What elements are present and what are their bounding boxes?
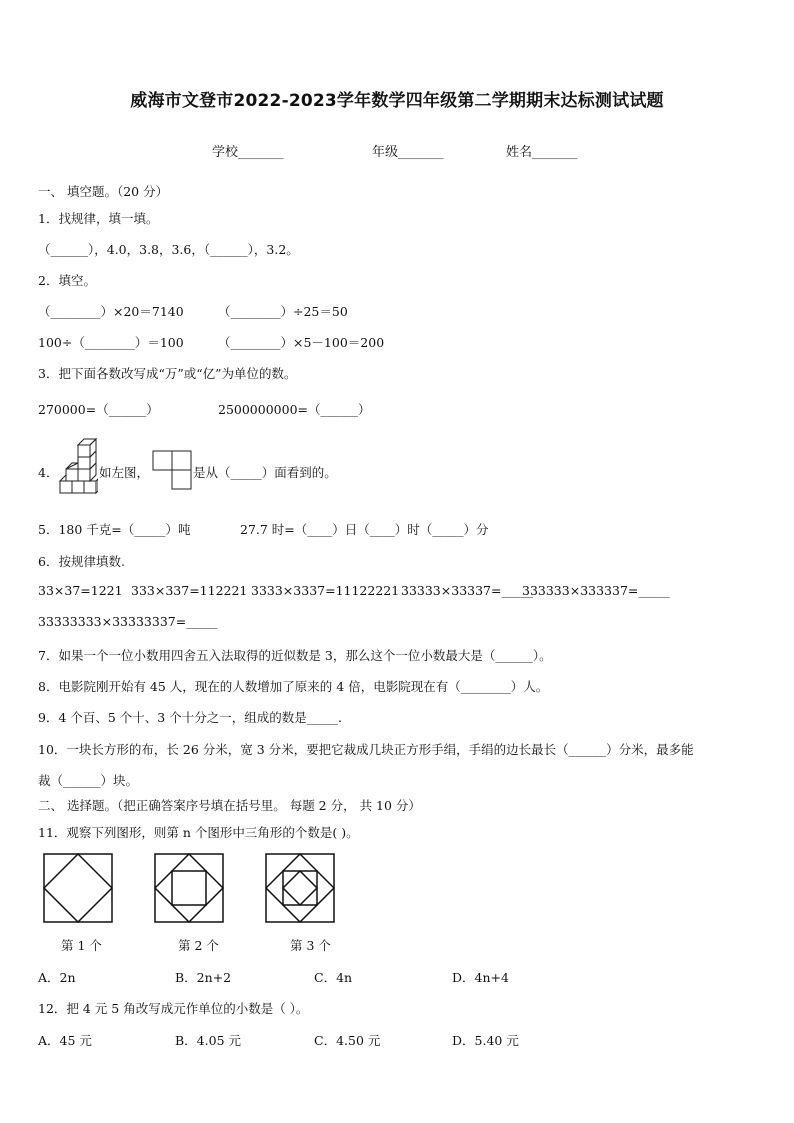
pattern-figure-2 [154, 853, 224, 923]
q12-option-b: B．4.05 元 [175, 1033, 241, 1048]
q2-blank-a: （________）×20＝7140 [38, 304, 184, 319]
q5-part-b: 27.7 时=（____）日（____）时（_____）分 [240, 522, 489, 537]
q1-stem: 1．找规律，填一填。 [38, 211, 159, 226]
q11-option-b: B．2n+2 [175, 970, 232, 985]
q10-line-2: 裁（______）块。 [38, 773, 139, 788]
section1-heading: 一、 填空题。（20 分） [38, 184, 169, 199]
q2-stem: 2．填空。 [38, 273, 96, 288]
section2-heading: 二、 选择题。（把正确答案序号填在括号里。 每题 2 分， 共 10 分） [38, 798, 421, 813]
q4-text-left: 如左图， [99, 465, 150, 480]
pattern-figure-1 [43, 853, 113, 923]
q5-part-a: 5．180 千克=（_____）吨 [38, 522, 191, 537]
cube-stack-figure [54, 437, 98, 503]
q6-eq-2: 333×337=112221 [131, 583, 248, 598]
q6-eq-1: 33×37=1221 [38, 583, 123, 598]
figure-1-caption: 第 1 个 [61, 938, 102, 953]
q12-option-c: C．4.50 元 [314, 1033, 381, 1048]
school-field: 学校_______ [212, 145, 284, 160]
q6-stem: 6．按规律填数. [38, 554, 125, 569]
q2-blank-b: （________）÷25＝50 [218, 304, 348, 319]
q11-option-c: C．4n [314, 970, 353, 985]
page-title: 威海市文登市2022-2023学年数学四年级第二学期期末达标测试试题 [130, 91, 664, 111]
q11-option-d: D．4n+4 [452, 970, 509, 985]
grade-field: 年级_______ [372, 145, 444, 160]
q12-stem: 12．把 4 元 5 角改写成元作单位的小数是（ ）。 [38, 1001, 309, 1016]
figure-3-caption: 第 3 个 [290, 938, 331, 953]
q1-sequence: （______），4.0，3.8，3.6，（______），3.2。 [38, 242, 299, 257]
q9-text: 9．4 个百、5 个十、3 个十分之一，组成的数是_____. [38, 710, 342, 725]
q3-blank-b: 2500000000=（______） [218, 402, 371, 417]
q7-text: 7．如果一个一位小数用四舍五入法取得的近似数是 3，那么这个一位小数最大是（______）。 [38, 648, 552, 663]
q2-blank-c: 100÷（________）＝100 [38, 335, 184, 350]
pattern-figure-3 [265, 853, 335, 923]
q11-option-a: A．2n [38, 970, 76, 985]
q2-blank-d: （________）×5－100＝200 [218, 335, 385, 350]
q6-eq-3: 3333×3337=11122221 [251, 583, 400, 598]
q3-stem: 3．把下面各数改写成“万”或“亿”为单位的数。 [38, 366, 297, 381]
front-view-figure [152, 450, 194, 490]
q4-number: 4． [38, 465, 59, 480]
q6-eq-4: 33333×33337=_____ [401, 583, 533, 598]
q11-stem: 11．观察下列图形，则第 n 个图形中三角形的个数是( )。 [38, 825, 359, 840]
q10-line-1: 10．一块长方形的布，长 26 分米，宽 3 分米，要把它裁成几块正方形手绢，手绢的边长最长（______）分米，最多能 [38, 742, 694, 757]
q12-option-d: D．5.40 元 [452, 1033, 519, 1048]
q4-text-right: 是从（_____）面看到的。 [193, 465, 337, 480]
q6-eq-6: 33333333×33333337=_____ [38, 614, 218, 629]
q12-option-a: A．45 元 [38, 1033, 92, 1048]
q3-blank-a: 270000=（______） [38, 402, 159, 417]
name-field: 姓名_______ [506, 145, 578, 160]
figure-2-caption: 第 2 个 [178, 938, 219, 953]
q8-text: 8．电影院刚开始有 45 人，现在的人数增加了原来的 4 倍，电影院现在有（________）人。 [38, 679, 549, 694]
q6-eq-5: 333333×333337=_____ [522, 583, 670, 598]
